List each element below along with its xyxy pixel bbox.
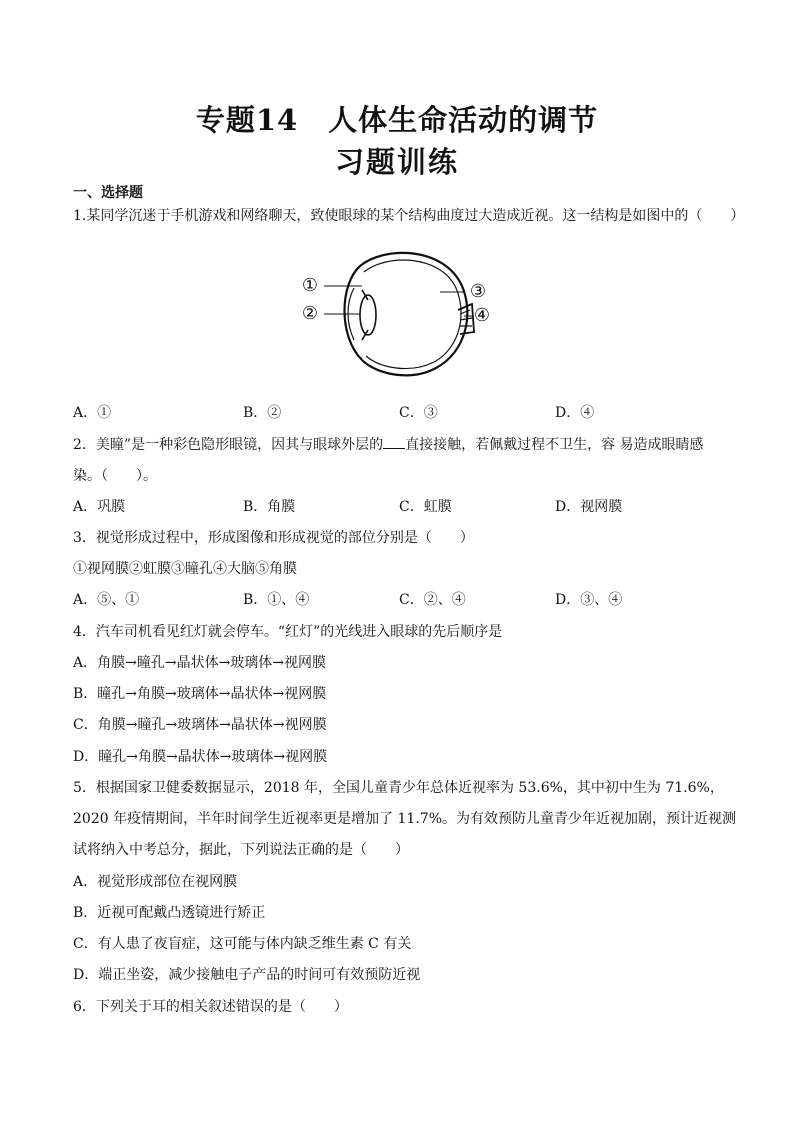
option-c[interactable]: C．有人患了夜盲症，这可能与体内缺乏维生素 C 有关 [73, 936, 412, 952]
question-4-text: 4．汽车司机看见红灯就会停车。“红灯”的光线进入眼球的先后顺序是 [73, 624, 503, 640]
label-3: ③ [469, 281, 487, 302]
label-1: ① [301, 275, 319, 296]
question-1-options [73, 404, 713, 422]
option-d[interactable]: D．视网膜 [555, 499, 623, 515]
option-a[interactable]: A．巩膜 [73, 499, 126, 515]
option-d[interactable]: D．④ [555, 405, 595, 421]
option-c[interactable]: C．虹膜 [399, 499, 452, 515]
question-5-text-end: 试将纳入中考总分，据此，下列说法正确的是（ ） [73, 842, 409, 858]
question-2-text-cont: 染。（ ）。 [73, 468, 157, 484]
page-subtitle: 习题训练 [334, 145, 459, 179]
question-5-text-cont: 2020 年疫情期间，半年时间学生近视率更是增加了 11.7%。为有效预防儿童青少年近视加剧，预计近视测 [73, 811, 737, 827]
question-6-text: 6．下列关于耳的相关叙述错误的是（ ） [73, 999, 348, 1015]
question-5-text: 5．根据国家卫健委数据显示，2018 年，全国儿童青少年总体近视率为 53.6%，其中初中生为 71.6%， [73, 780, 724, 796]
lens-shape [360, 295, 376, 335]
option-d[interactable]: D．端正坐姿，减少接触电子产品的时间可有效预防近视 [73, 967, 421, 983]
option-d[interactable]: D．瞳孔→角膜→晶状体→玻璃体→视网膜 [73, 749, 328, 765]
choroid-outline [364, 260, 461, 369]
question-2-options [73, 498, 713, 516]
question-3-items: ①视网膜②虹膜③瞳孔④大脑⑤角膜 [73, 561, 297, 577]
option-a[interactable]: A．⑤、① [73, 592, 140, 608]
section-heading: 一、选择题 [73, 185, 143, 201]
question-3-text: 3．视觉形成过程中，形成图像和形成视觉的部位分别是（ ） [73, 530, 474, 546]
eye-diagram [296, 248, 496, 378]
option-a[interactable]: A．角膜→瞳孔→晶状体→玻璃体→视网膜 [73, 655, 327, 671]
option-b[interactable]: B．② [243, 405, 282, 421]
question-3-options [73, 591, 713, 609]
option-b[interactable]: B．角膜 [243, 499, 296, 515]
answer-blank [383, 436, 405, 449]
label-4: ④ [473, 305, 491, 326]
option-b[interactable]: B．瞳孔→角膜→玻璃体→晶状体→视网膜 [73, 686, 327, 702]
option-c[interactable]: C．②、④ [399, 592, 466, 608]
option-b[interactable]: B．近视可配戴凸透镜进行矫正 [73, 905, 266, 921]
option-a[interactable]: A．① [73, 405, 112, 421]
page-title: 专题14 人体生命活动的调节 [195, 103, 599, 137]
question-1-text: 1.某同学沉迷于手机游戏和网络聊天，致使眼球的某个结构曲度过大造成近视。这一结构是如图中的（ ） [73, 208, 745, 224]
option-d[interactable]: D．③、④ [555, 592, 623, 608]
question-2-text: 2．美瞳”是一种彩色隐形眼镜，因其与眼球外层的 直接接触，若佩戴过程不卫生，容 易造成眼睛感 [73, 437, 704, 453]
option-c[interactable]: C．角膜→瞳孔→玻璃体→晶状体→视网膜 [73, 717, 327, 733]
option-c[interactable]: C．③ [399, 405, 438, 421]
option-b[interactable]: B．①、④ [243, 592, 310, 608]
label-2: ② [301, 303, 319, 324]
option-a[interactable]: A．视觉形成部位在视网膜 [73, 874, 238, 890]
